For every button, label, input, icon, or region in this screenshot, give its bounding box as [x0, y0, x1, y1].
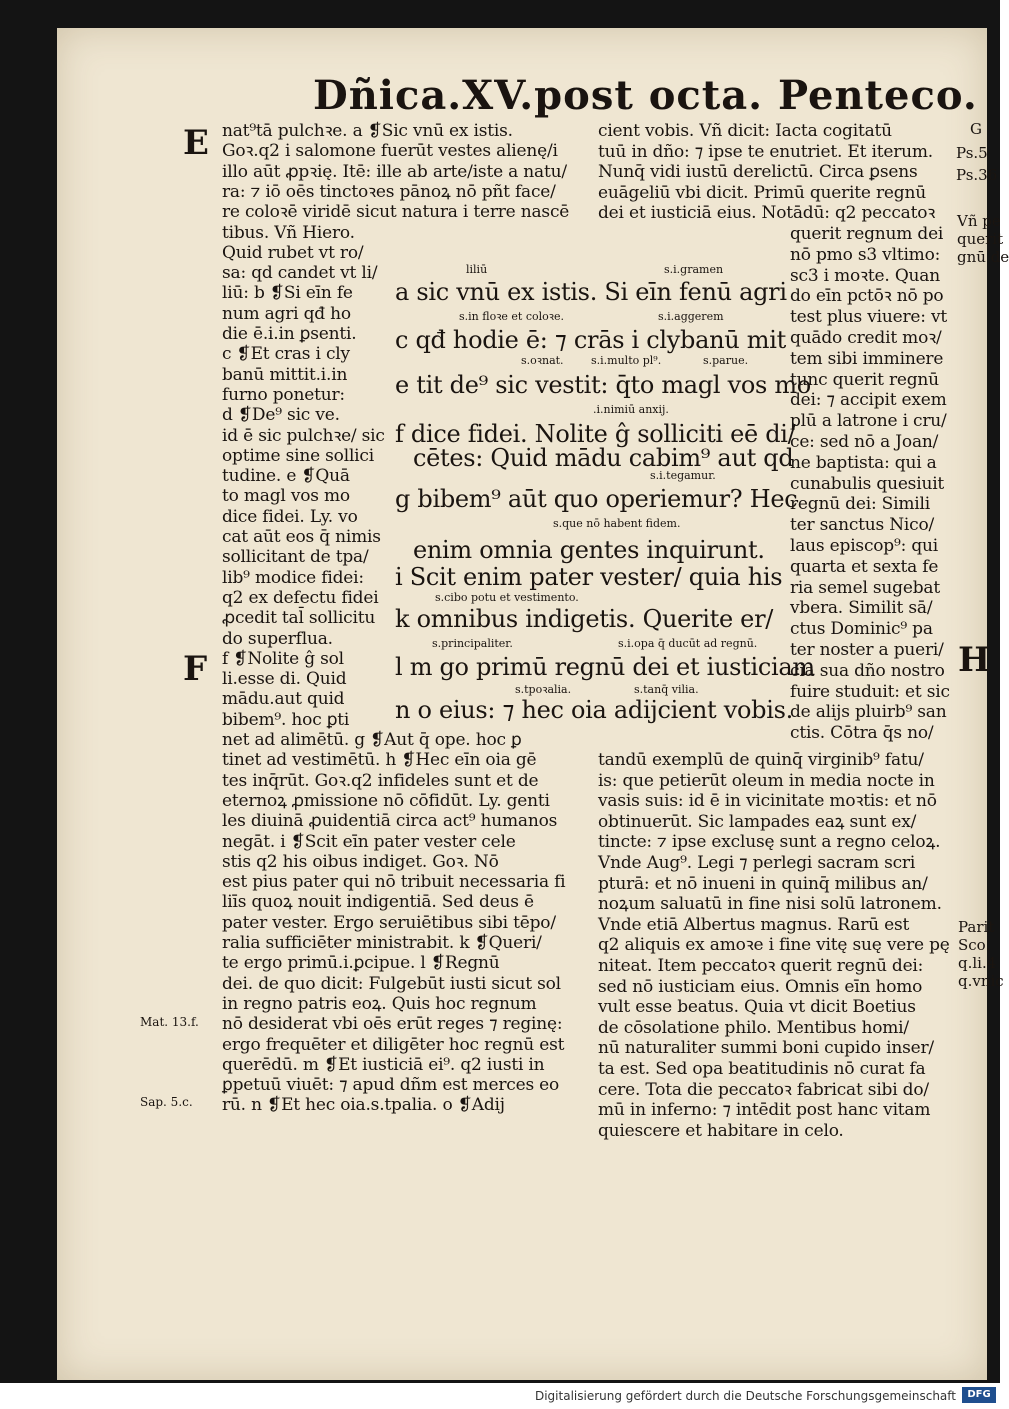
scripture-line: l m go primū regnū dei et iusticiam [395, 653, 815, 681]
commentary-line: sc3 i moꝛte. Quan [790, 265, 940, 286]
scripture-line: k omnibus indigetis. Querite er/ [395, 605, 774, 633]
commentary-line: pturā: et nō inueni in quinq̄ milibus an/ [598, 873, 928, 894]
interlinear-gloss: s.principaliter. [432, 637, 513, 650]
commentary-line: ra: ⁊ iō oēs tinctoꝛes pānoꝝ nō pñt face/ [222, 181, 556, 202]
commentary-line: est pius pater qui nō tribuit necessaria fi [222, 872, 566, 893]
interlinear-gloss: s.i.tegamur. [650, 469, 716, 482]
commentary-line: tunc querit regnū [790, 369, 939, 390]
commentary-line: sed nō iusticiam eius. Omnis eīn homo [598, 976, 923, 997]
commentary-line: f ❡Nolite ĝ sol [222, 648, 344, 669]
commentary-line: sollicitant de tpa/ [222, 547, 369, 568]
margin-note: q.li.4 [958, 954, 997, 972]
commentary-line: do superflua. [222, 628, 333, 649]
commentary-line: quiescere et habitare in celo. [598, 1120, 844, 1141]
commentary-line: negāt. i ❡Scit eīn pater vester cele [222, 831, 516, 852]
commentary-line: obtinuerūt. Sic lampades eaꝝ sunt ex/ [598, 811, 917, 832]
commentary-line: liū: b ❡Si eīn fe [222, 283, 353, 304]
commentary-line: vasis suis: id ē in vicinitate moꝛtis: et nō [598, 791, 937, 812]
commentary-line: furno ponetur: [222, 384, 345, 405]
commentary-line: ctus Dominic⁹ pa [790, 619, 933, 640]
margin-note: Sap. 5.c. [140, 1095, 193, 1109]
commentary-line: querēdū. m ❡Et iusticiā ei⁹. q2 iusti in [222, 1054, 545, 1075]
commentary-line: ꝑpetuū viuēt: ⁊ apud dñm est merces eo [222, 1075, 560, 1096]
commentary-line: Nunq̄ vidi iustū derelictū. Circa ꝑsens [598, 162, 918, 182]
commentary-line: regnū dei: Simili [790, 494, 930, 515]
commentary-line: ria semel sugebat [790, 577, 940, 598]
commentary-line: vbera. Similit sā/ [790, 598, 933, 619]
commentary-line: cere. Tota die peccatoꝛ fabricat sibi do/ [598, 1079, 929, 1100]
commentary-line: de cōsolatione philo. Mentibus homi/ [598, 1017, 909, 1038]
margin-note: Vñ pe [957, 212, 1001, 230]
commentary-line: ꝓcedit tal̄ sollicitu [222, 608, 376, 629]
section-marker-f: F [183, 649, 208, 689]
commentary-line: id ē sic pulchꝛe/ sic [222, 425, 385, 446]
page-title: Dñica.XV.post octa. Penteco. [313, 72, 978, 119]
commentary-line: is: que petierūt oleum in media nocte in [598, 770, 935, 791]
commentary-line: ce: sed nō a Joan/ [790, 432, 939, 452]
commentary-line: te ergo primū.i.ꝑcipue. l ❡Regnū [222, 953, 500, 974]
commentary-line: noꝝum saluatū in fine nisi solū latronem. [598, 894, 942, 915]
margin-note: Mat. 13.f. [140, 1015, 199, 1029]
commentary-line: re coloꝛē viridē sicut natura i terre nascē [222, 202, 570, 223]
commentary-line: liīs quoꝝ nouit indigentiā. Sed deus ē [222, 892, 534, 913]
commentary-line: nū naturaliter summi boni cupido inser/ [598, 1038, 934, 1059]
margin-note: Ps.5 [956, 144, 988, 162]
footer-bar [0, 1383, 1000, 1409]
commentary-line: ter sanctus Nico/ [790, 515, 935, 536]
commentary-line: q2 aliquis ex amoꝛe i fine vitę suę vere pę [598, 935, 950, 956]
interlinear-gloss: s.i.opa q̄ ducūt ad regnū. [618, 637, 758, 650]
commentary-line: ralia sufficiēter ministrabit. k ❡Queri/ [222, 933, 542, 953]
commentary-line: laus episcop⁹: qui [790, 536, 939, 556]
interlinear-gloss: s.tanq̄ vilia. [634, 683, 699, 696]
scripture-line: c qđ hodie ē: ⁊ crās i clybanū mit [395, 326, 786, 354]
commentary-line: lib⁹ modice fidei: [222, 567, 364, 588]
commentary-line: ter noster a pueri/ [790, 640, 944, 660]
commentary-line: de alijs pluirb⁹ san [790, 702, 947, 723]
commentary-line: mādu.aut quid [222, 689, 345, 710]
scripture-line: i Scit enim pater vester/ quia his [395, 563, 783, 591]
commentary-line: Vnde etiā Albertus magnus. Rarū est [598, 914, 910, 935]
commentary-line: d ❡De⁹ sic ve. [222, 405, 340, 426]
footer-credit: Digitalisierung gefördert durch die Deutsche Forschungsgemeinschaft [534, 1389, 956, 1403]
commentary-line: q2 ex defectu fidei [222, 587, 379, 608]
commentary-line: illo aūt ꝓpꝛię. Itē: ille ab arte/iste a natu/ [222, 161, 567, 182]
commentary-line: rū. n ❡Et hec oia.s.tpalia. o ❡Adij [222, 1095, 505, 1116]
commentary-line: tinet ad vestimētū. h ❡Hec eīn oia gē [222, 750, 537, 771]
commentary-line: cat aūt eos q̄ nimis [222, 527, 381, 547]
commentary-line: cient vobis. Vñ dicit: Iacta cogitatū [598, 121, 892, 141]
commentary-line: plū a latrone i cru/ [790, 411, 947, 432]
commentary-line: nat⁹tā pulchꝛe. a ❡Sic vnū ex istis. [222, 121, 513, 141]
scripture-line: enim omnia gentes inquirunt. [413, 536, 765, 564]
commentary-line: querit regnum dei [790, 224, 944, 244]
scripture-line: n o eius: ⁊ hec oia adijcient vobis. [395, 696, 793, 724]
commentary-line: li.esse di. Quid [222, 669, 347, 690]
commentary-line: niteat. Item peccatoꝛ querit regnū dei: [598, 956, 924, 976]
commentary-line: fuire studuit: et sic [790, 681, 950, 702]
interlinear-gloss: s.i.aggerem [658, 310, 724, 323]
commentary-line: vult esse beatus. Quia vt dicit Boetius [598, 997, 916, 1018]
scripture-line: cētes: Quid mādu cabim⁹ aut qd [413, 444, 794, 472]
commentary-line: net ad alimētū. g ❡Aut q̄ ope. hoc ꝑ [222, 730, 522, 750]
commentary-line: bibem⁹. hoc ꝑti [222, 709, 350, 730]
commentary-line: do eīn pctōꝛ nō po [790, 286, 944, 307]
commentary-line: c ❡Et cras i cly [222, 344, 350, 365]
commentary-line: mū in inferno: ⁊ intēdit post hanc vitam [598, 1100, 931, 1121]
commentary-line: tudine. e ❡Quā [222, 466, 350, 487]
interlinear-gloss: s.tpoꝛalia. [515, 683, 572, 696]
commentary-line: euāgeliū vbi dicit. Primū querite regnū [598, 182, 926, 203]
margin-note: gnū de [957, 248, 1009, 266]
interlinear-gloss: s.que nō habent fidem. [553, 517, 681, 530]
scripture-line: f dice fidei. Nolite ĝ solliciti eē di/ [395, 420, 796, 448]
commentary-line: Quid rubet vt ro/ [222, 242, 364, 263]
commentary-line: in regno patris eoꝝ. Quis hoc regnum [222, 993, 537, 1014]
section-marker-e: E [183, 123, 209, 163]
commentary-line: num agri qđ ho [222, 303, 351, 324]
commentary-line: quarta et sexta fe [790, 556, 939, 577]
commentary-line: die ē.i.in ꝑsenti. [222, 324, 357, 344]
margin-note: q.vnic [958, 972, 1004, 990]
dfg-logo: DFG [962, 1387, 996, 1403]
commentary-line: Goꝛ.q2 i salomone fuerūt vestes alienę/i [222, 141, 558, 162]
commentary-line: dice fidei. Ly. vo [222, 506, 358, 527]
commentary-line: nō desiderat vbi oēs erūt reges ⁊ reginę: [222, 1014, 563, 1035]
commentary-line: sa: qd candet vt li/ [222, 263, 378, 284]
commentary-line: to magl vos mo [222, 486, 350, 507]
interlinear-gloss: liliū [466, 263, 488, 276]
commentary-line: test plus viuere: vt [790, 307, 948, 328]
commentary-line: eternoꝝ ꝓmissione nō cōfidūt. Ly. genti [222, 790, 550, 811]
interlinear-gloss: s.i.gramen [664, 263, 724, 276]
commentary-line: nō pmo s3 vltimo: [790, 244, 941, 265]
commentary-line: banū mittit.i.in [222, 364, 348, 385]
margin-note: querit [957, 230, 1004, 248]
commentary-line: tuū in dño: ⁊ ipse te enutriet. Et iterum. [598, 141, 934, 162]
margin-note: Ps.36 [956, 166, 998, 184]
interlinear-gloss: s.cibo potu et vestimento. [435, 591, 579, 604]
margin-note: Sco. [958, 936, 991, 954]
commentary-line: tem sibi imminere [790, 348, 944, 369]
scripture-line: g bibem⁹ aūt quo operiemur? Hec [395, 485, 798, 513]
commentary-line: tandū exemplū de quinq̄ virginib⁹ fatu/ [598, 750, 924, 770]
commentary-line: cia sua dño nostro [790, 660, 945, 681]
commentary-line: quādo credit moꝛ/ [790, 328, 942, 348]
commentary-line: ne baptista: qui a [790, 452, 937, 473]
interlinear-gloss: .i.nimiū anxij. [593, 403, 669, 416]
margin-note: G [970, 120, 982, 138]
interlinear-gloss: s.i.multo pl⁹. [591, 354, 662, 367]
interlinear-gloss: s.parue. [703, 354, 749, 367]
commentary-line: dei et iusticiā eius. Notādū: q2 peccatoꝛ [598, 203, 936, 223]
commentary-line: tibus. Vñ Hiero. [222, 222, 355, 243]
interlinear-gloss: s.oꝛnat. [521, 354, 564, 367]
interlinear-gloss: s.in floꝛe et coloꝛe. [459, 310, 564, 323]
commentary-line: les diuinā ꝓuidentiā circa act⁹ humanos [222, 811, 558, 832]
commentary-line: ctis. Cōtra q̄s no/ [790, 723, 934, 744]
commentary-line: stis q2 his oibus indiget. Goꝛ. Nō [222, 851, 499, 872]
section-marker-h: H [958, 640, 991, 680]
commentary-line: pater vester. Ergo seruiētibus sibi tēpo/ [222, 912, 556, 933]
commentary-line: dei: ⁊ accipit exem [790, 390, 947, 411]
commentary-line: Vnde Aug⁹. Legi ⁊ perlegi sacram scri [598, 853, 916, 873]
scripture-line: e tit de⁹ sic vestit: q̄to magl vos mo [395, 371, 811, 399]
margin-note: Parit [958, 918, 995, 936]
commentary-line: optime sine sollici [222, 445, 374, 466]
commentary-line: dei. de quo dicit: Fulgebūt iusti sicut sol [222, 973, 561, 994]
commentary-line: ergo frequēter et diligēter hoc regnū est [222, 1034, 565, 1055]
commentary-line: ta est. Sed opa beatitudinis nō curat fa [598, 1059, 926, 1079]
scripture-line: a sic vnū ex istis. Si eīn fenū agri [395, 278, 787, 306]
commentary-line: tincte: ⁊ ipse exclusę sunt a regno celoꝝ. [598, 832, 941, 853]
commentary-line: tes inq̄rūt. Goꝛ.q2 infideles sunt et de [222, 770, 539, 791]
commentary-line: cunabulis quesiuit [790, 473, 945, 494]
